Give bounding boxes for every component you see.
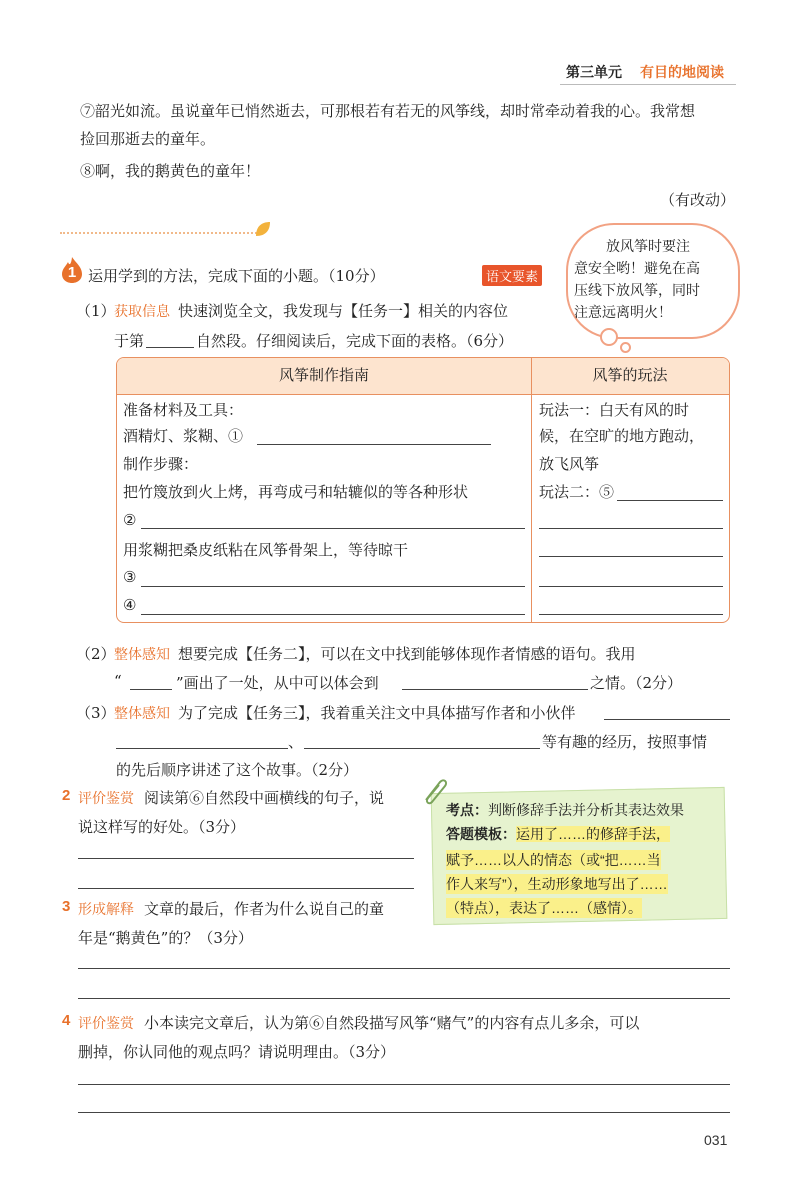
note-template-line2: 赋予……以人的情态（或“把……当 bbox=[446, 852, 661, 868]
kite-guide-table bbox=[116, 357, 730, 623]
q1-sub1-text-a: 快速浏览全文，我发现与【任务一】相关的内容位 bbox=[178, 302, 509, 320]
q1-sub2-text-a: 想要完成【任务二】，可以在文中找到能够体现作者情感的语句。我用 bbox=[178, 645, 636, 663]
q1-sub3-label: （3） bbox=[76, 704, 116, 722]
play-1-line3: 放飞风筝 bbox=[539, 455, 600, 473]
experience-blank-3[interactable] bbox=[304, 748, 540, 749]
q3-answer-line-1[interactable] bbox=[78, 968, 730, 969]
steps-label: 制作步骤： bbox=[123, 455, 199, 473]
q1-sub2-label: （2） bbox=[76, 645, 116, 663]
kaodian-text: 判断修辞手法并分析其表达效果 bbox=[488, 802, 684, 818]
cloud-tail-dot-2 bbox=[620, 342, 631, 353]
question-1-stem: 运用学到的方法，完成下面的小题。（10分） bbox=[88, 267, 385, 285]
materials-text: 酒精灯、浆糊、① bbox=[123, 427, 244, 445]
cloud-line-3: 压线下放风筝，同时 bbox=[574, 282, 700, 298]
cloud-line-2: 意安全哟！避免在高 bbox=[574, 260, 700, 276]
blank-5[interactable] bbox=[617, 500, 723, 501]
unit-label: 第三单元 bbox=[566, 64, 622, 80]
unit-theme: 有目的地阅读 bbox=[640, 64, 724, 80]
experience-blank-1[interactable] bbox=[604, 719, 730, 720]
blank-5-line2[interactable] bbox=[539, 528, 723, 529]
q1-sub1-text-b2: 自然段。仔细阅读后，完成下面的表格。（6分） bbox=[196, 332, 514, 350]
step-b: 用浆糊把桑皮纸粘在风筝骨架上，等待晾干 bbox=[123, 541, 409, 559]
materials-label: 准备材料及工具： bbox=[123, 401, 244, 419]
kaodian-label: 考点： bbox=[446, 802, 488, 818]
q4-line2: 删掉，你认同他的观点吗？请说明理由。（3分） bbox=[78, 1043, 396, 1061]
chinese-elements-badge: 语文要素 bbox=[482, 265, 542, 286]
quote-blank[interactable] bbox=[130, 689, 172, 690]
note-template-line3: 作人来写”），生动形象地写出了…… bbox=[446, 876, 668, 892]
table-header-guide: 风筝制作指南 bbox=[117, 358, 531, 395]
blank-1[interactable] bbox=[257, 444, 491, 445]
q1-sub1-text-b1: 于第 bbox=[114, 332, 145, 350]
paragraph-7-line1: ⑦韶光如流。虽说童年已悄然逝去，可那根若有若无的风筝线，却时常牵动着我的心。我常想 bbox=[80, 102, 696, 120]
paragraph-8: ⑧啊，我的鹅黄色的童年！ bbox=[80, 162, 261, 180]
emotion-blank[interactable] bbox=[402, 689, 588, 690]
note-template-line1 bbox=[446, 824, 670, 844]
table-header-play: 风筝的玩法 bbox=[531, 358, 729, 395]
q1-sub3-text-b2: 等有趣的经历，按照事情 bbox=[542, 733, 708, 751]
q1-sub1-label: （1） bbox=[76, 302, 116, 320]
blank-4[interactable] bbox=[141, 614, 525, 615]
moban-line1: 运用了……的修辞手法， bbox=[516, 826, 670, 842]
leaf-icon bbox=[254, 220, 272, 242]
q1-sub3-text-a: 为了完成【任务三】，我着重关注文中具体描写作者和小伙伴 bbox=[178, 704, 576, 722]
step-4-mark: ④ bbox=[123, 596, 137, 614]
step-2-mark: ② bbox=[123, 511, 137, 529]
blank-5-line4[interactable] bbox=[539, 586, 723, 587]
q4-line1: 小本读完文章后，认为第⑥自然段描写风筝“赌气”的内容有点儿多余，可以 bbox=[144, 1014, 640, 1032]
q1-sub2-tag: 整体感知 bbox=[114, 646, 170, 662]
q4-answer-line-1[interactable] bbox=[78, 1084, 730, 1085]
cloud-tail-dot-1 bbox=[600, 328, 618, 346]
paragraph-7-line2: 捡回那逝去的童年。 bbox=[80, 130, 216, 148]
question-1-number: 1 bbox=[67, 264, 77, 281]
play-2: 玩法二：⑤ bbox=[539, 483, 615, 501]
q4-tag: 评价鉴赏 bbox=[78, 1015, 134, 1031]
question-4-number: 4 bbox=[62, 1012, 71, 1029]
q2-line1: 阅读第⑥自然段中画横线的句子，说 bbox=[144, 789, 385, 807]
step-3-mark: ③ bbox=[123, 568, 137, 586]
moban-label: 答题模板： bbox=[446, 826, 516, 842]
q2-line2: 说这样写的好处。（3分） bbox=[78, 818, 246, 836]
page-number: 031 bbox=[704, 1132, 728, 1148]
blank-5-line3[interactable] bbox=[539, 556, 723, 557]
table-column-divider bbox=[531, 358, 532, 622]
q1-sub2-text-b3: 之情。（2分） bbox=[590, 674, 683, 692]
question-3-number: 3 bbox=[62, 898, 71, 915]
play-1-line1: 玩法一：白天有风的时 bbox=[539, 401, 690, 419]
q4-answer-line-2[interactable] bbox=[78, 1112, 730, 1113]
q3-line1: 文章的最后，作者为什么说自己的童 bbox=[144, 900, 385, 918]
q3-line2: 年是“鹅黄色”的？（3分） bbox=[78, 929, 253, 947]
q3-tag: 形成解释 bbox=[78, 901, 134, 917]
blank-2[interactable] bbox=[141, 528, 525, 529]
q1-sub2-text-b2: ”画出了一处，从中可以体会到 bbox=[176, 674, 379, 692]
experience-blank-2[interactable] bbox=[116, 748, 288, 749]
q3-answer-line-2[interactable] bbox=[78, 998, 730, 999]
q1-sub3-tag: 整体感知 bbox=[114, 705, 170, 721]
paragraph-number-blank[interactable] bbox=[146, 347, 194, 348]
play-1-line2: 候，在空旷的地方跑动， bbox=[539, 427, 705, 445]
question-2-number: 2 bbox=[62, 787, 71, 804]
cloud-line-4: 注意远离明火！ bbox=[574, 304, 672, 320]
q2-answer-line-1[interactable] bbox=[78, 858, 414, 859]
q2-answer-line-2[interactable] bbox=[78, 888, 414, 889]
blank-5-line5[interactable] bbox=[539, 614, 723, 615]
blank-3[interactable] bbox=[141, 586, 525, 587]
step-a: 把竹篾放到火上烤，再弯成弓和轱辘似的等各种形状 bbox=[123, 483, 469, 501]
q1-sub3-text-c: 的先后顺序讲述了这个故事。（2分） bbox=[116, 761, 359, 779]
q2-tag: 评价鉴赏 bbox=[78, 790, 134, 806]
cloud-line-1: 放风筝时要注 bbox=[606, 238, 690, 254]
source-note: （有改动） bbox=[660, 191, 736, 209]
q1-sub3-text-b1: 、 bbox=[288, 733, 304, 751]
header-rule bbox=[560, 84, 736, 85]
note-kaodian bbox=[446, 800, 684, 820]
dotted-divider bbox=[60, 232, 260, 234]
q1-sub2-text-b1: “ bbox=[114, 672, 122, 690]
q1-sub1-tag: 获取信息 bbox=[114, 303, 170, 319]
note-template-line4: （特点），表达了……（感情）。 bbox=[446, 900, 642, 916]
